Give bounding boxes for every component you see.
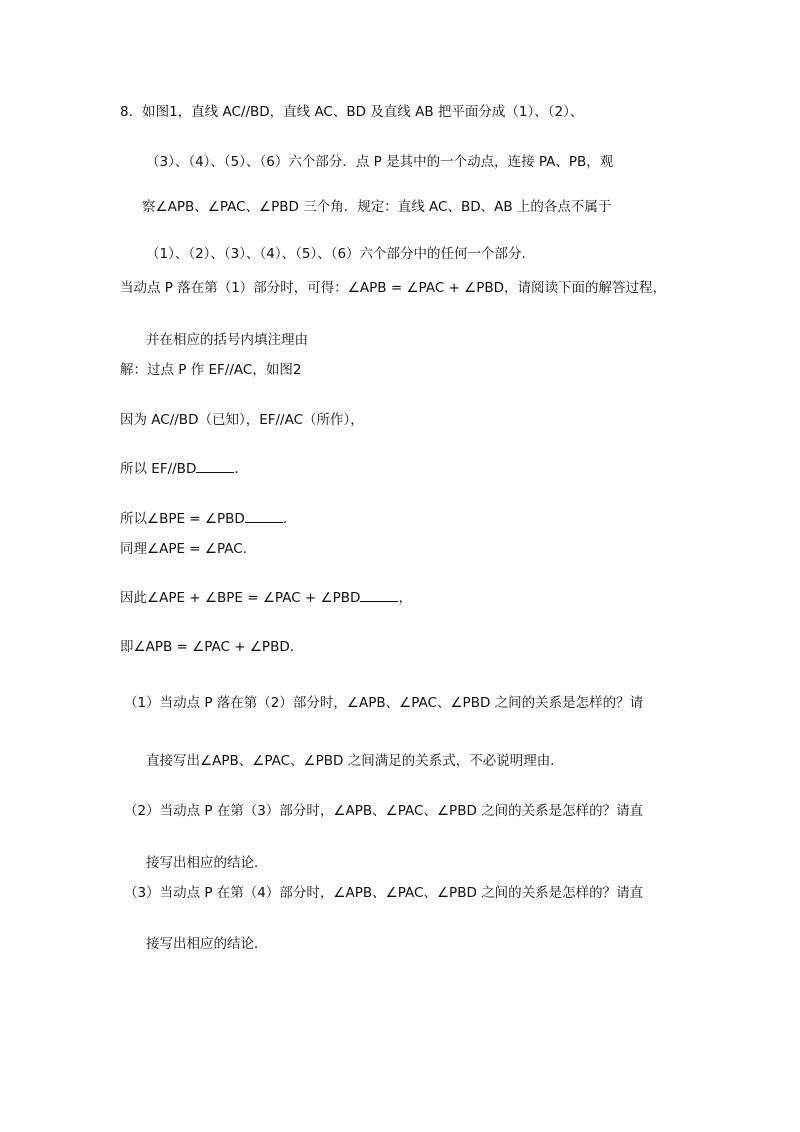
answer-blank[interactable]: [360, 589, 398, 602]
problem-line-4: [146, 244, 535, 264]
question-2-line-2: [146, 853, 268, 873]
punctuation: ．: [282, 511, 297, 527]
solution-step-4: [120, 539, 256, 559]
problem-line-1: [120, 102, 583, 122]
solution-text: 所以 EF//BD: [120, 461, 197, 477]
problem-text: 察∠APB、∠PAC、∠PBD 三个角．规定：直线 AC、BD、AB 上的各点不属于: [142, 199, 612, 215]
solution-conclusion: [120, 637, 303, 657]
solution-text: 同理∠APE = ∠PAC．: [120, 541, 257, 557]
solution-step-1: [120, 410, 364, 430]
solution-text: 即∠APB = ∠PAC + ∠PBD．: [120, 639, 304, 655]
solution-step-2: [120, 459, 248, 479]
instruction-line: [146, 330, 308, 350]
answer-blank[interactable]: [245, 510, 283, 523]
problem-text: （3）、（4）、（5）、（6）六个部分．点 P 是其中的一个动点，连接 PA、PB，观: [146, 154, 614, 170]
problem-line-3: [142, 197, 611, 217]
question-text: 接写出相应的结论．: [146, 936, 268, 952]
question-text: 接写出相应的结论．: [146, 855, 268, 871]
solution-step-3: [120, 509, 296, 529]
solution-text: 所以∠BPE = ∠PBD: [120, 511, 245, 527]
problem-line-5: [120, 278, 666, 298]
question-1-line-2: [146, 751, 564, 771]
solution-text: 解：过点 P 作 EF//AC，如图2: [120, 362, 302, 378]
problem-line-2: [146, 152, 613, 172]
punctuation: ．: [234, 461, 248, 477]
answer-blank[interactable]: [196, 460, 234, 473]
instruction-text: 并在相应的括号内填注理由: [146, 332, 308, 348]
solution-text: 因此∠APE + ∠BPE = ∠PAC + ∠PBD: [120, 590, 361, 606]
problem-text: 8．如图1，直线 AC//BD，直线 AC、BD 及直线 AB 把平面分成（1）、（2）、: [120, 104, 584, 120]
question-3-line-2: [146, 934, 268, 954]
question-3-line-1: [124, 883, 643, 903]
question-text: （3）当动点 P 在第（4）部分时，∠APB、∠PAC、∠PBD 之间的关系是怎样的？请直: [124, 885, 644, 901]
question-text: 直接写出∠APB、∠PAC、∠PBD 之间满足的关系式，不必说明理由．: [146, 753, 564, 769]
solution-text: 因为 AC//BD（已知），EF//AC（所作），: [120, 412, 364, 428]
question-text: （1）当动点 P 落在第（2）部分时，∠APB、∠PAC、∠PBD 之间的关系是怎样的？请: [124, 695, 644, 711]
question-text: （2）当动点 P 在第（3）部分时，∠APB、∠PAC、∠PBD 之间的关系是怎样的？请直: [124, 803, 644, 819]
question-1-line-1: [124, 693, 643, 713]
solution-step-5: [120, 588, 412, 608]
question-2-line-1: [124, 801, 643, 821]
punctuation: ，: [398, 590, 412, 606]
problem-text: 当动点 P 落在第（1）部分时，可得：∠APB = ∠PAC + ∠PBD，请阅读下面的解答过程，: [120, 280, 667, 296]
problem-text: （1）、（2）、（3）、（4）、（5）、（6）六个部分中的任何一个部分．: [146, 246, 536, 262]
solution-intro: [120, 360, 301, 380]
